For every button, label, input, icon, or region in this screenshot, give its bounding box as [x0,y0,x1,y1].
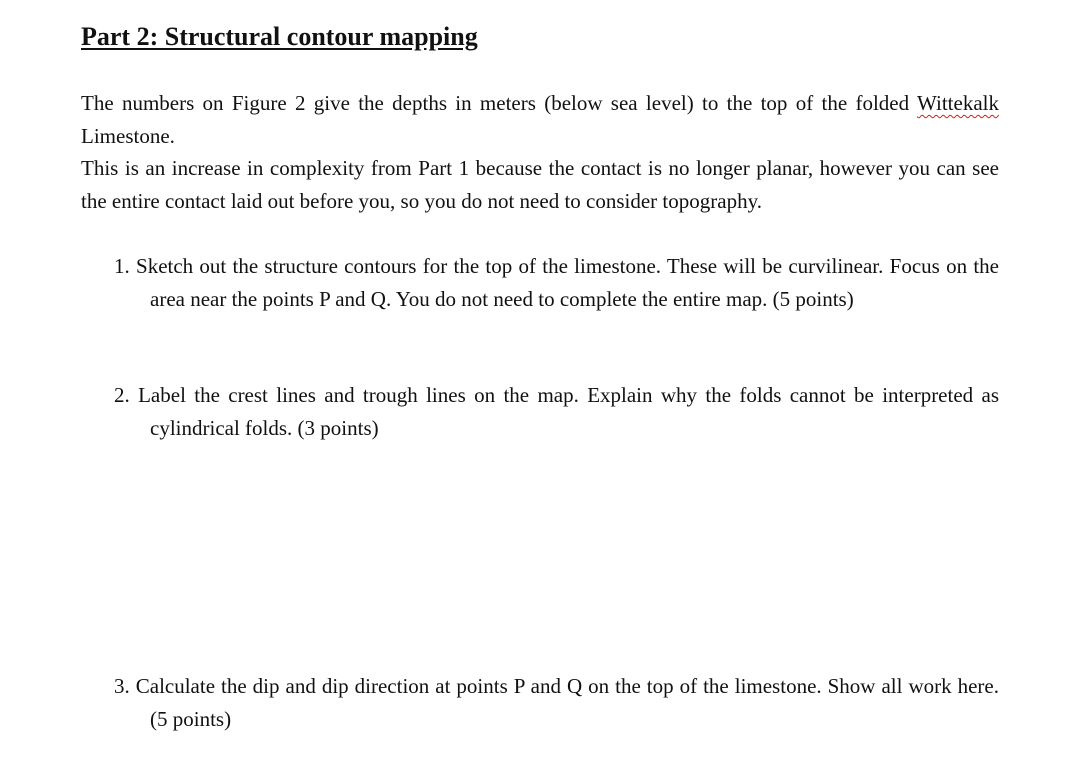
intro-text-start: The numbers on Figure 2 give the depths in meters (below sea level) to the top of the folded [81,91,918,115]
section-title: Part 2: Structural contour mapping [81,22,478,51]
question-1: 1. Sketch out the structure contours for the top of the limestone. These will be curvilinear. Focus on the area near the points P and Q. You do not need to complete the entire map. (5 points) [114,254,999,311]
question-2: 2. Label the crest lines and trough lines on the map. Explain why the folds cannot be interpreted as cylindrical folds. (3 points) [114,383,999,440]
document-page [81,18,999,731]
question-3: 3. Calculate the dip and dip direction at points P and Q on the top of the limestone. Show all work here. (5 points) [114,674,999,731]
intro-paragraph-1 [81,87,999,152]
intro-text-end: Limestone. [81,123,175,148]
intro-paragraph-2: This is an increase in complexity from Part 1 because the contact is no longer planar, however you can see the entire contact laid out before you, so you do not need to consider topography. [81,156,999,213]
spellcheck-flagged-word[interactable]: Wittekalk [917,91,999,115]
